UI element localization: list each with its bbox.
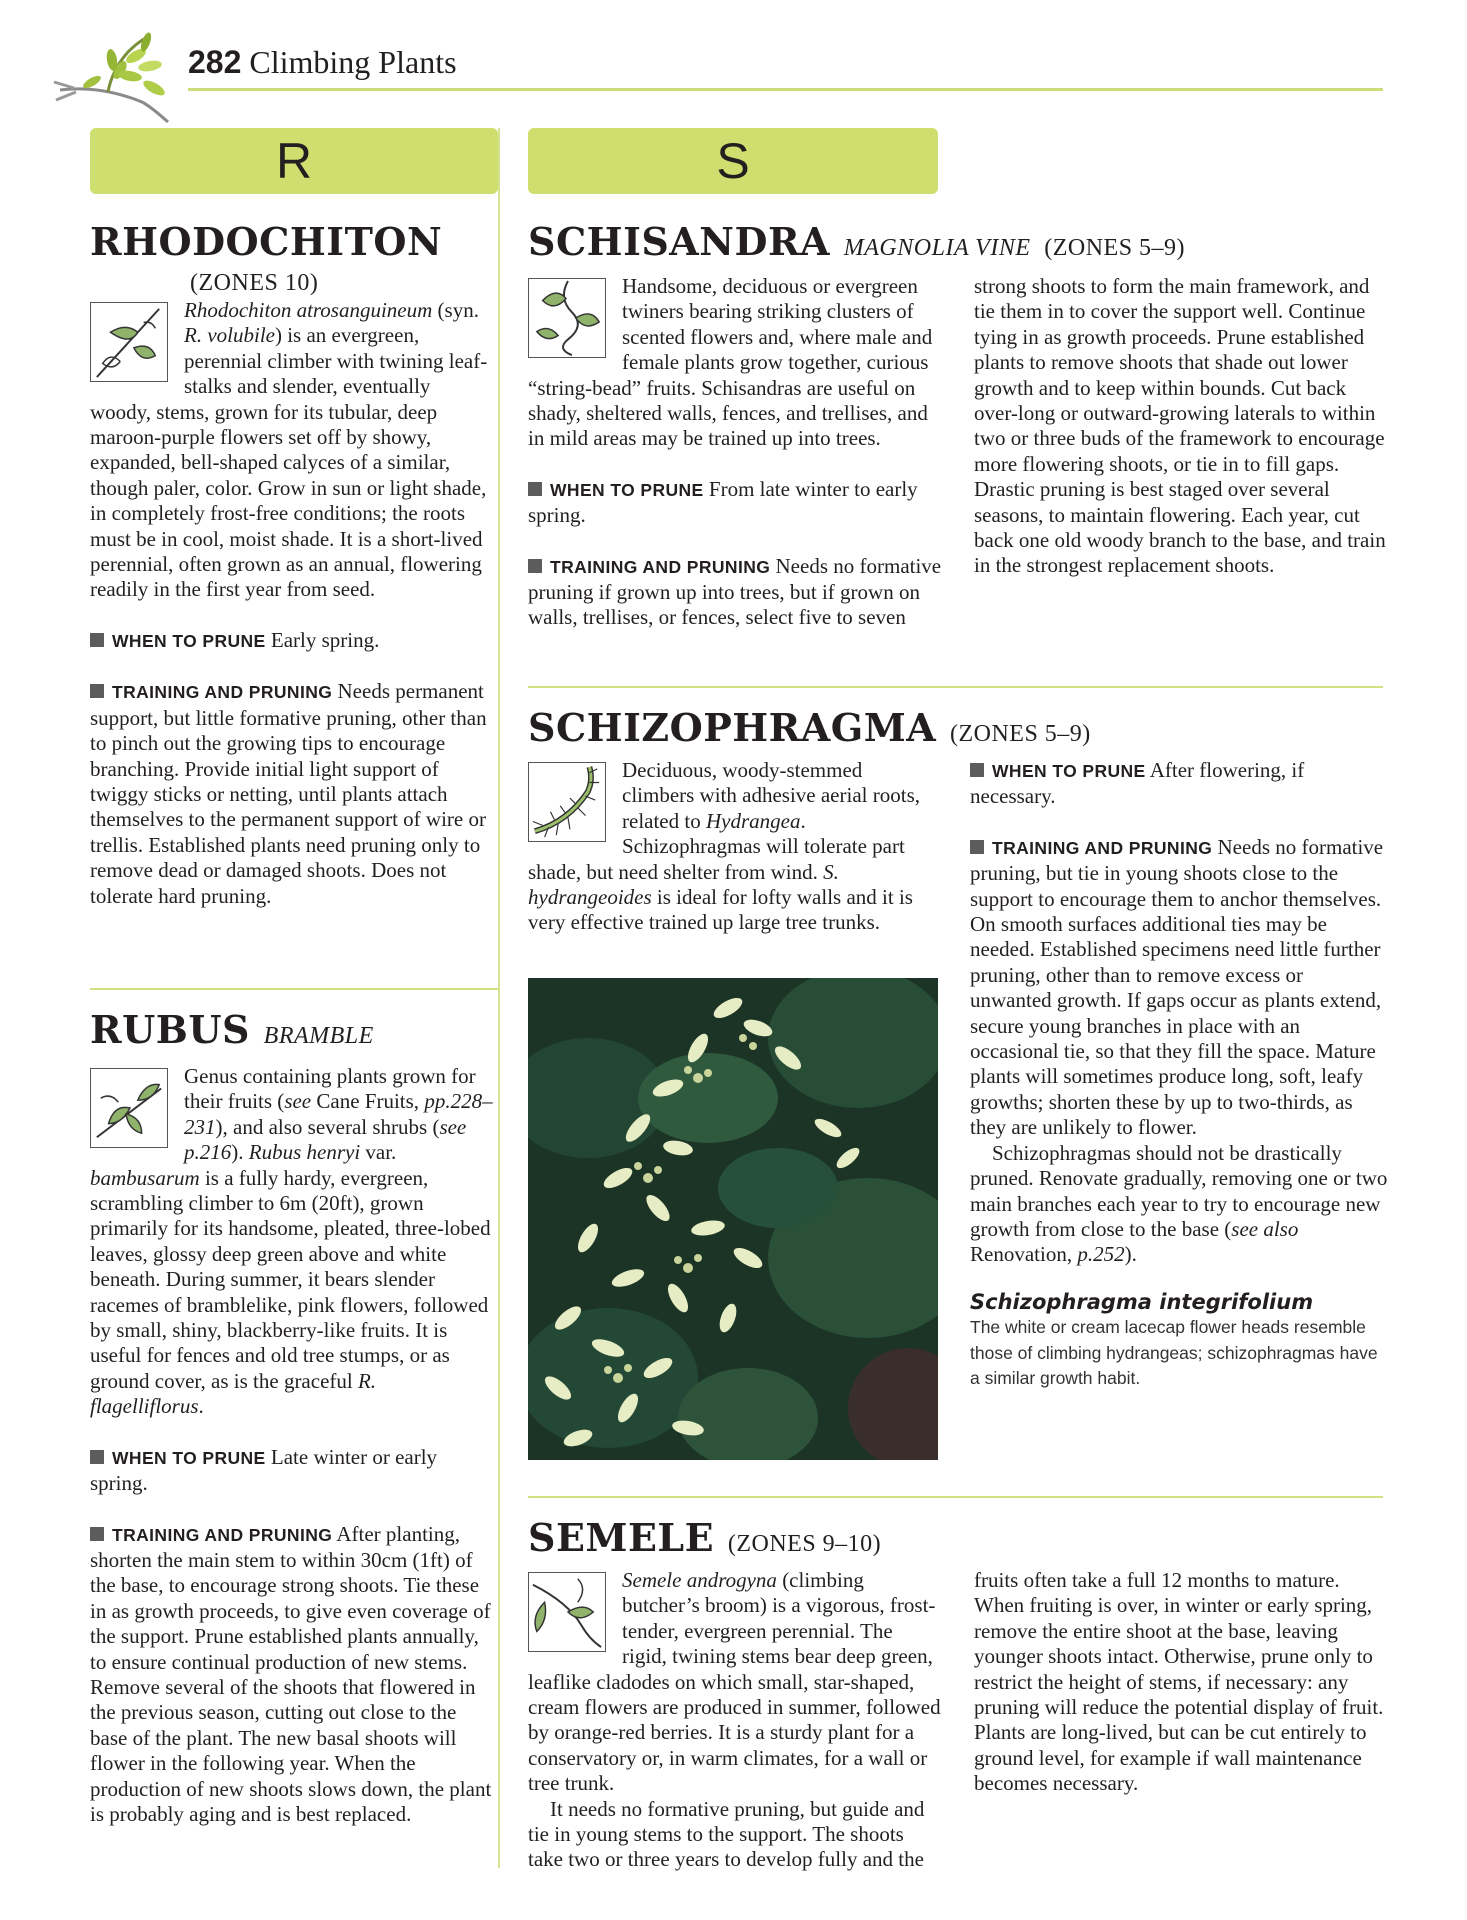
- bullet-square: [528, 482, 542, 496]
- column-divider: [498, 128, 500, 1868]
- rhodochiton-when: WHEN TO PRUNE Early spring.: [90, 628, 494, 654]
- caption-title: Schizophragma integrifolium: [970, 1289, 1314, 1314]
- schizophragma-photo: [528, 978, 938, 1460]
- schisandra-title: SCHISANDRA: [528, 219, 831, 264]
- schisandra-zones: (ZONES 5–9): [1044, 235, 1186, 261]
- rubus-icon: [90, 1068, 168, 1148]
- schizophragma-title: SCHIZOPHRAGMA: [528, 705, 937, 750]
- rubus-when: WHEN TO PRUNE Late winter or early spring.: [90, 1444, 438, 1496]
- rhodochiton-zones: (ZONES 10): [190, 270, 319, 296]
- schizophragma-right-column: [970, 758, 1388, 1392]
- bullet-square: [90, 1527, 104, 1541]
- divider-schizophragma: [528, 686, 1383, 688]
- page-number: 282: [188, 44, 242, 80]
- schisandra-when: WHEN TO PRUNE From late winter to early spring.: [528, 476, 918, 528]
- rubus-entry: [90, 1008, 494, 1827]
- semele-intro: Semele androgyna (climbing butcher’s broom) is a vigorous, frost-tender, evergreen perennial. The rigid, twining stems bear deep green, leaflike cladodes on which small, star-shaped, cream flowers are produced in summer, followed by orange-red berries. It is a sturdy plant for a conservatory or, in warm climates, for a wall or tree trunk.: [528, 1568, 941, 1796]
- rhodochiton-icon: [90, 302, 168, 382]
- rubus-title: RUBUS: [90, 1007, 250, 1052]
- bullet-square: [528, 559, 542, 573]
- semele-body: [528, 1568, 1388, 1878]
- rubus-intro: Genus containing plants grown for their fruits (see Cane Fruits, pp.228–231), and also several shrubs (see p.216). Rubus henryi var. bambusarum is a fully hardy, evergreen, scrambling climber to 6m (20ft), grown primarily for its handsome, pleated, three-lobed leaves, glossy deep green above and white beneath. During summer, it bears slender racemes of bramblelike, pink flowers, followed by small, shiny, blackberry-like fruits. It is useful for fences and old tree stumps, or as ground cover, as is the graceful R. flagelliflorus.: [90, 1064, 493, 1419]
- schisandra-body: [528, 274, 1388, 654]
- schisandra-icon: [528, 278, 606, 358]
- rubus-training: TRAINING AND PRUNING After planting, shorten the main stem to within 30cm (1ft) of the base, to encourage strong shoots. Tie these in as growth proceeds, to give even coverage of the support. Prune established plants annually, to ensure continual production of new stems. Remove several of the shoots that flowered in the previous season, cutting out close to the base of the plant. The new basal shoots will flower in the following year. When the production of new shoots slows down, the plant is probably aging and is best replaced.: [90, 1521, 492, 1826]
- caption-text: The white or cream lacecap flower heads resemble those of climbing hydrangeas; schizophragmas have a similar growth habit.: [970, 1317, 1378, 1389]
- bullet-square: [970, 763, 984, 777]
- header-leaf-icon: [50, 30, 178, 126]
- letter-s: S: [716, 133, 750, 189]
- page-header: [188, 44, 457, 81]
- schizophragma-training: TRAINING AND PRUNING Needs no formative pruning, but tie in young shoots close to the support to encourage them to anchor themselves. On smooth surfaces additional ties may be needed. Established specimens need little further pruning, other than to remove excess or unwanted growth. If gaps occur as plants extend, secure young branches in place with an occasional tie, so that they fill the space. Mature plants will sometimes produce long, soft, leafy growths; shorten these by up to two-thirds, as they are unlikely to flower.: [970, 834, 1384, 1140]
- rubus-heading: [90, 1008, 494, 1058]
- schisandra-heading: [528, 220, 1388, 270]
- semele-zones: (ZONES 9–10): [727, 1531, 882, 1557]
- schizophragma-intro: Deciduous, woody-stemmed climbers with adhesive aerial roots, related to Hydrangea. Schizophragmas will tolerate part shade, but need shelter from wind. S. hydrangeoides is ideal for lofty walls and it is very effective trained up large tree trunks.: [528, 758, 920, 935]
- schizophragma-renovation: Schizophragmas should not be drastically pruned. Renovate gradually, removing one or two main branches each year to try to encourage new growth from close to the base (see also Renovation, p.252).: [970, 1140, 1388, 1267]
- rubus-common-name: BRAMBLE: [263, 1023, 374, 1049]
- rhodochiton-title: RHODOCHITON: [90, 219, 443, 264]
- semele-pruning: It needs no formative pruning, but guide and tie in young stems to the support. The shoots take two or three years to develop fully and the fruits often take a full 12 months to mature. When fruiting is over, in winter or early spring, remove the entire shoot at the base, leaving younger shoots intact. Otherwise, prune only to restrict the height of stems, if necessary: any pruning will reduce the potential display of fruit. Plants are long-lived, but can be cut entirely to ground level, for example if wall maintenance becomes necessary.: [528, 1568, 1384, 1872]
- bullet-square: [970, 840, 984, 854]
- rhodochiton-intro: Rhodochiton atrosanguineum (syn. R. volubile) is an evergreen, perennial climber with twining leaf-stalks and slender, eventually woody, stems, grown for its tubular, deep maroon-purple flowers set off by showy, expanded, bell-shaped calyces of a similar, though paler, color. Grow in sun or light shade, in completely frost-free conditions; the roots must be in cool, moist shade. It is a short-lived perennial, often grown as an annual, flowering readily in the first year from seed.: [90, 298, 488, 602]
- photo-caption: [970, 1290, 1388, 1392]
- section-title: Climbing Plants: [249, 44, 457, 80]
- semele-icon: [528, 1572, 606, 1652]
- rhodochiton-entry: [90, 220, 494, 909]
- letter-r: R: [275, 133, 313, 189]
- schizophragma-heading: [528, 706, 1388, 756]
- schizophragma-zones: (ZONES 5–9): [949, 721, 1091, 747]
- bullet-square: [90, 633, 104, 647]
- divider-semele: [528, 1496, 1383, 1498]
- rhodochiton-training: TRAINING AND PRUNING Needs permanent support, but little formative pruning, other than to pinch out the growing tips to encourage branching. Provide initial light support of twiggy sticks or netting, until plants attach themselves to the permanent support of wire or trellis. Established plants need pruning only to remove dead or damaged shoots. Does not tolerate hard pruning.: [90, 679, 487, 908]
- schizophragma-when: WHEN TO PRUNE After flowering, if necessary.: [970, 758, 1305, 809]
- rhodochiton-heading: [90, 220, 494, 264]
- schisandra-training: TRAINING AND PRUNING Needs no formative pruning if grown up into trees, but if grown on walls, trellises, or fences, select five to seven strong shoots to form the main framework, and tie them in to cover the support well. Continue tying in as growth proceeds. Prune established plants to remove shoots that shade out lower growth and to keep within bounds. Cut back over-long or outward-growing laterals to within two or three buds of the framework to encourage more flowering shoots, or tie in to fill gaps. Drastic pruning is best staged over several seasons, to maintain flowering. Each year, cut back one old woody branch to the base, and train in the strongest replacement shoots.: [528, 274, 1386, 630]
- letter-s-box: [528, 128, 938, 194]
- semele-title: SEMELE: [528, 1515, 715, 1560]
- photo-illustration: [528, 978, 938, 1460]
- schizophragma-intro-block: [528, 758, 938, 936]
- letter-r-box: [90, 128, 498, 194]
- semele-heading: [528, 1516, 1388, 1566]
- schisandra-intro: Handsome, deciduous or evergreen twiners bearing striking clusters of scented flowers and, where male and female plants grow together, curious “string-bead” fruits. Schisandras are useful on shady, sheltered walls, fences, and trellises, and in mild areas may be trained up into trees.: [528, 274, 933, 451]
- divider-rubus: [90, 988, 498, 990]
- schizophragma-icon: [528, 762, 606, 842]
- schisandra-common-name: MAGNOLIA VINE: [843, 235, 1031, 261]
- bullet-square: [90, 1450, 104, 1464]
- bullet-square: [90, 684, 104, 698]
- header-rule: [188, 88, 1383, 91]
